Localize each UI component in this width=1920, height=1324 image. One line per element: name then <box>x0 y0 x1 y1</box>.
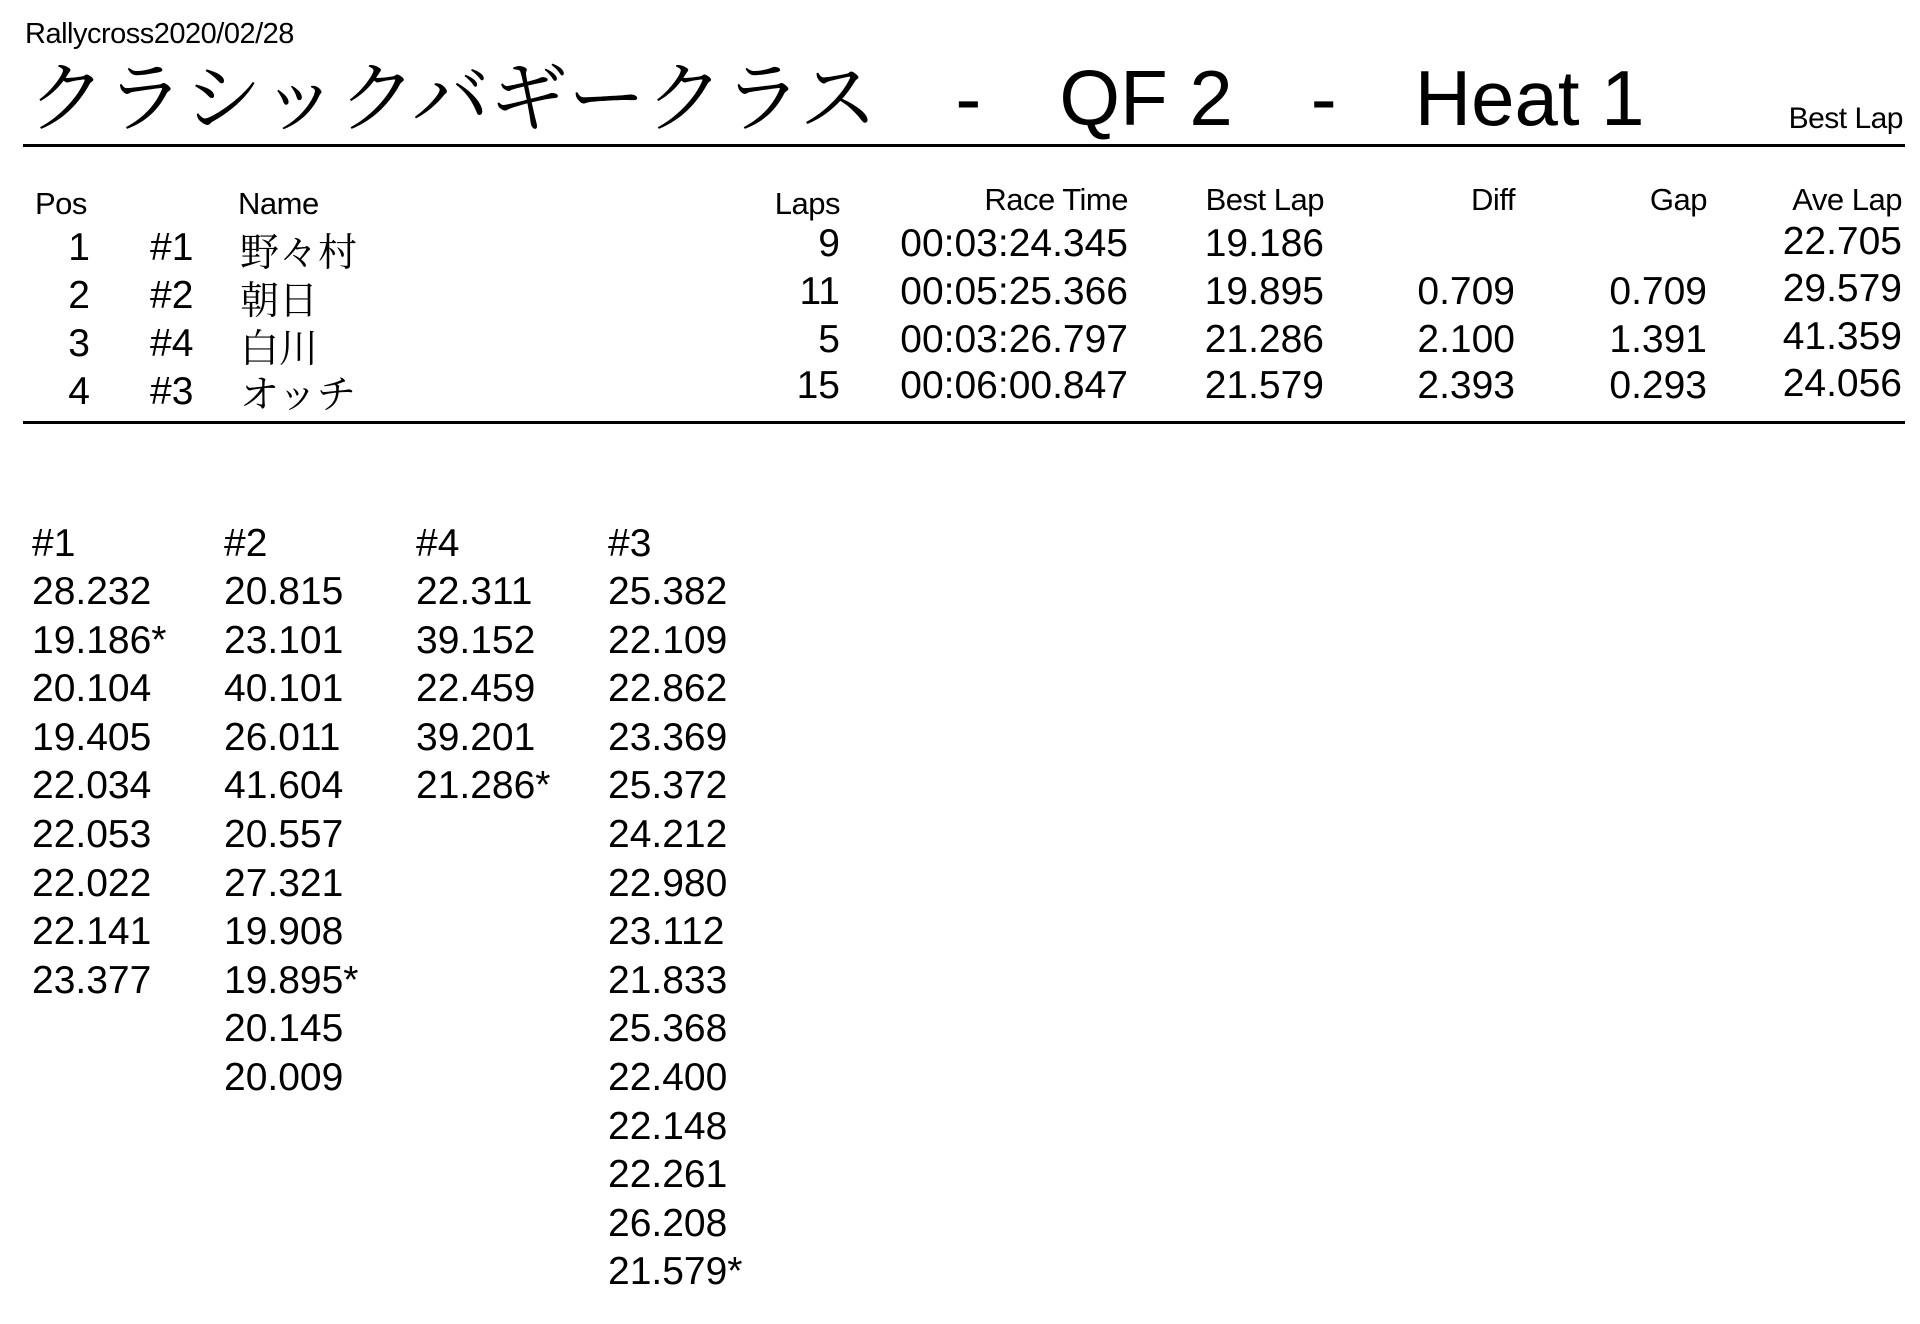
top-divider <box>23 144 1905 147</box>
lap-time: 24.212 <box>608 813 728 856</box>
lap-time: 25.368 <box>608 1007 728 1050</box>
lap-column-header: #2 <box>224 522 268 565</box>
row-2-pos: 2 <box>68 274 90 317</box>
lap-time: 25.372 <box>608 764 728 807</box>
lap-time: 22.141 <box>32 910 152 953</box>
lap-time: 28.232 <box>32 570 152 613</box>
row-4-best-lap: 21.579 <box>1204 364 1324 407</box>
row-1-laps: 9 <box>818 222 840 265</box>
lap-time: 19.186* <box>32 619 167 662</box>
lap-time: 20.815 <box>224 570 344 613</box>
row-1-best-lap: 19.186 <box>1204 222 1324 265</box>
lap-time: 22.862 <box>608 667 728 710</box>
lap-column-header: #4 <box>416 522 460 565</box>
col-header-ave-lap: Ave Lap <box>1792 182 1902 217</box>
col-header-laps: Laps <box>774 186 840 221</box>
lap-column-header: #1 <box>32 522 76 565</box>
lap-time: 19.895* <box>224 959 359 1002</box>
lap-time: 22.109 <box>608 619 728 662</box>
row-3-gap: 1.391 <box>1609 318 1707 361</box>
lap-column-header: #3 <box>608 522 652 565</box>
col-header-gap: Gap <box>1649 182 1707 217</box>
row-3-pos: 3 <box>68 322 90 365</box>
lap-time: 22.053 <box>32 813 152 856</box>
row-4-gap: 0.293 <box>1609 364 1707 407</box>
lap-time: 19.908 <box>224 910 344 953</box>
event-label: Rallycross2020/02/28 <box>25 18 294 50</box>
lap-time: 41.604 <box>224 764 344 807</box>
page-title: クラシックバギークラス - QF 2 - Heat 1 <box>28 54 1645 142</box>
row-3-laps: 5 <box>818 318 840 361</box>
col-header-diff: Diff <box>1471 182 1515 217</box>
lap-time: 39.201 <box>416 716 536 759</box>
lap-time: 20.145 <box>224 1007 344 1050</box>
lap-time: 25.382 <box>608 570 728 613</box>
row-1-ave-lap: 22.705 <box>1782 220 1902 263</box>
lap-time: 20.009 <box>224 1056 344 1099</box>
lap-time: 23.112 <box>608 910 725 953</box>
row-1-race-time: 00:03:24.345 <box>900 222 1128 265</box>
sort-label: Best Lap <box>1788 102 1903 135</box>
row-3-ave-lap: 41.359 <box>1782 315 1902 358</box>
row-4-ave-lap: 24.056 <box>1782 362 1902 405</box>
lap-time: 21.579* <box>608 1250 743 1293</box>
col-header-best-lap: Best Lap <box>1205 182 1324 217</box>
lap-time: 22.311 <box>416 570 533 613</box>
lap-time: 21.833 <box>608 959 728 1002</box>
row-2-race-time: 00:05:25.366 <box>900 270 1128 313</box>
lap-time: 23.101 <box>224 619 344 662</box>
lap-time: 22.022 <box>32 862 152 905</box>
row-4-diff: 2.393 <box>1417 364 1515 407</box>
row-3-driver-name: 白川 <box>240 328 319 371</box>
row-4-pos: 4 <box>68 370 90 413</box>
row-1-driver-name: 野々村 <box>240 232 358 275</box>
lap-time: 22.980 <box>608 862 728 905</box>
lap-time: 23.369 <box>608 716 728 759</box>
row-3-best-lap: 21.286 <box>1204 318 1324 361</box>
row-1-car-number: #1 <box>150 226 194 269</box>
bottom-divider <box>23 421 1905 424</box>
lap-time: 23.377 <box>32 959 152 1002</box>
col-header-pos: Pos <box>35 186 87 221</box>
row-2-best-lap: 19.895 <box>1204 270 1324 313</box>
row-2-driver-name: 朝日 <box>240 280 319 323</box>
row-1-pos: 1 <box>68 226 90 269</box>
row-2-ave-lap: 29.579 <box>1782 267 1902 310</box>
lap-time: 20.557 <box>224 813 344 856</box>
lap-time: 22.261 <box>608 1153 728 1196</box>
lap-time: 26.011 <box>224 716 341 759</box>
row-2-diff: 0.709 <box>1417 270 1515 313</box>
lap-time: 39.152 <box>416 619 536 662</box>
lap-time: 21.286* <box>416 764 551 807</box>
lap-time: 22.400 <box>608 1056 728 1099</box>
col-header-name: Name <box>238 186 319 221</box>
row-4-laps: 15 <box>796 364 840 407</box>
row-4-driver-name: オッチ <box>240 374 356 417</box>
lap-time: 22.034 <box>32 764 152 807</box>
lap-time: 26.208 <box>608 1202 728 1245</box>
lap-time: 40.101 <box>224 667 344 710</box>
row-4-race-time: 00:06:00.847 <box>900 364 1128 407</box>
row-2-car-number: #2 <box>150 274 194 317</box>
row-2-laps: 11 <box>799 270 840 313</box>
row-3-diff: 2.100 <box>1417 318 1515 361</box>
lap-time: 19.405 <box>32 716 152 759</box>
row-4-car-number: #3 <box>150 370 194 413</box>
lap-time: 22.459 <box>416 667 536 710</box>
row-3-car-number: #4 <box>150 322 194 365</box>
lap-time: 22.148 <box>608 1105 728 1148</box>
row-2-gap: 0.709 <box>1609 270 1707 313</box>
col-header-race-time: Race Time <box>984 182 1128 217</box>
lap-time: 20.104 <box>32 667 152 710</box>
lap-time: 27.321 <box>224 862 344 905</box>
row-3-race-time: 00:03:26.797 <box>900 318 1128 361</box>
